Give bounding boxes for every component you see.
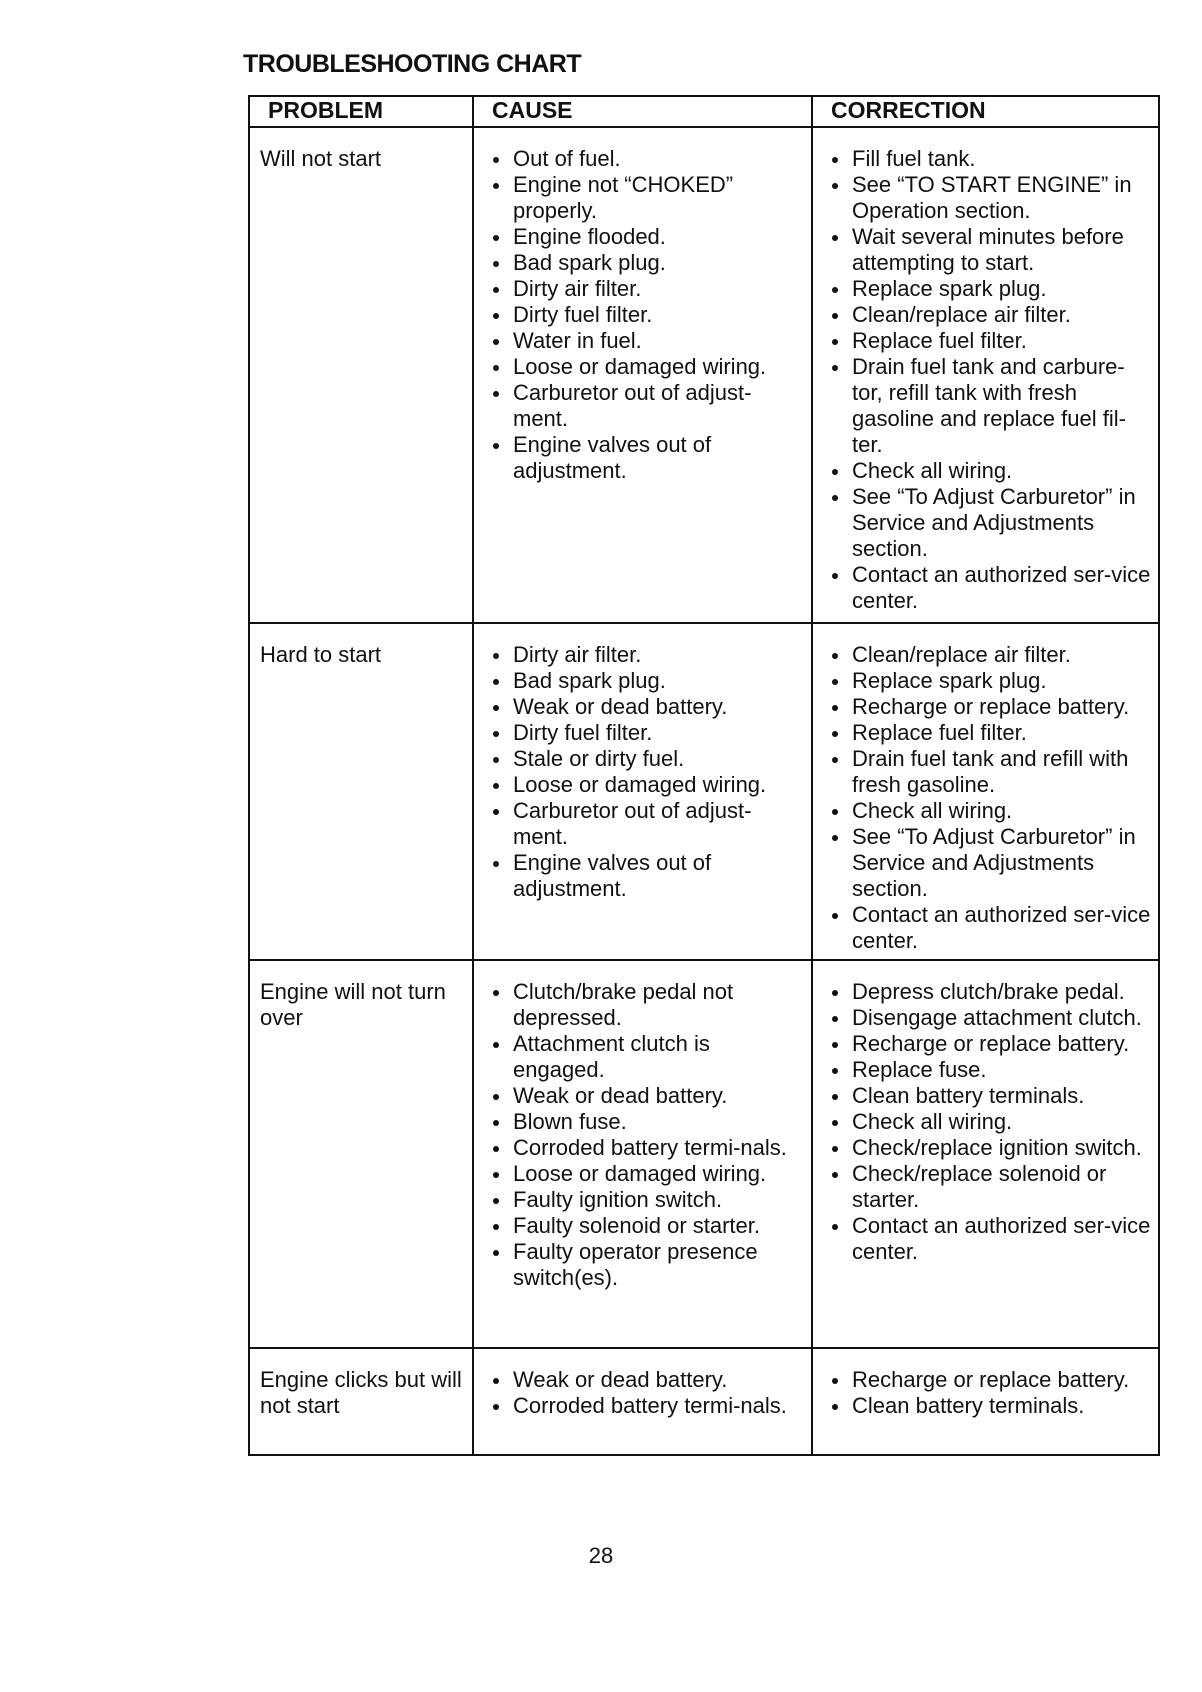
correction-item: Depress clutch/brake pedal. <box>822 979 1152 1005</box>
correction-item: Clean/replace air filter. <box>822 302 1152 328</box>
cause-item: Bad spark plug. <box>483 250 805 276</box>
cause-item: Dirty air filter. <box>483 642 805 668</box>
page-number: 28 <box>588 1543 614 1568</box>
correction-item: Check/replace solenoid or starter. <box>822 1161 1152 1213</box>
table-row <box>250 959 1158 1347</box>
correction-list <box>822 642 1152 954</box>
correction-item: Clean/replace air filter. <box>822 642 1152 668</box>
cause-list <box>483 1367 805 1419</box>
correction-item: Replace fuse. <box>822 1057 1152 1083</box>
correction-item: Wait several minutes before attempting to start. <box>822 224 1152 276</box>
cause-item: Engine valves out of adjustment. <box>483 850 805 902</box>
cause-item: Dirty fuel filter. <box>483 302 805 328</box>
correction-list <box>822 979 1152 1265</box>
problem-cell: Hard to start <box>260 642 382 667</box>
troubleshooting-table <box>248 95 1160 1456</box>
correction-item: Replace spark plug. <box>822 276 1152 302</box>
cause-item: Bad spark plug. <box>483 668 805 694</box>
cause-item: Weak or dead battery. <box>483 1083 805 1109</box>
cause-item: Water in fuel. <box>483 328 805 354</box>
problem-cell: Engine will not turn over <box>260 979 446 1030</box>
correction-item: Drain fuel tank and carbure-tor, refill tank with fresh gasoline and replace fuel fil-ter. <box>822 354 1152 458</box>
cause-item: Stale or dirty fuel. <box>483 746 805 772</box>
correction-item: Clean battery terminals. <box>822 1083 1152 1109</box>
correction-item: Disengage attachment clutch. <box>822 1005 1152 1031</box>
correction-item: Clean battery terminals. <box>822 1393 1152 1419</box>
cause-list <box>483 979 805 1291</box>
correction-item: Contact an authorized ser-vice center. <box>822 1213 1152 1265</box>
correction-item: Check all wiring. <box>822 1109 1152 1135</box>
correction-cell <box>811 961 1158 1347</box>
correction-item: Contact an authorized ser-vice center. <box>822 902 1152 954</box>
cause-list <box>483 642 805 902</box>
cause-item: Faulty operator presence switch(es). <box>483 1239 805 1291</box>
cause-item: Out of fuel. <box>483 146 805 172</box>
header-cause: CAUSE <box>472 97 811 126</box>
correction-item: Fill fuel tank. <box>822 146 1152 172</box>
cause-item: Loose or damaged wiring. <box>483 772 805 798</box>
correction-list <box>822 146 1152 614</box>
table-row <box>250 1347 1158 1454</box>
header-problem: PROBLEM <box>268 97 383 123</box>
cause-item: Engine not “CHOKED” properly. <box>483 172 805 224</box>
page-title: TROUBLESHOOTING CHART <box>243 50 582 78</box>
cause-item: Dirty air filter. <box>483 276 805 302</box>
cause-item: Corroded battery termi-nals. <box>483 1135 805 1161</box>
correction-item: Contact an authorized ser-vice center. <box>822 562 1152 614</box>
correction-item: Check all wiring. <box>822 798 1152 824</box>
cause-cell <box>472 1349 811 1454</box>
correction-list <box>822 1367 1152 1419</box>
correction-item: Recharge or replace battery. <box>822 694 1152 720</box>
cause-cell <box>472 128 811 622</box>
cause-item: Dirty fuel filter. <box>483 720 805 746</box>
cause-item: Weak or dead battery. <box>483 694 805 720</box>
table-row <box>250 128 1158 622</box>
correction-item: Replace fuel filter. <box>822 720 1152 746</box>
cause-item: Attachment clutch is engaged. <box>483 1031 805 1083</box>
cause-item: Engine flooded. <box>483 224 805 250</box>
correction-cell <box>811 1349 1158 1454</box>
correction-item: See “To Adjust Carburetor” in Service and Adjustments section. <box>822 484 1152 562</box>
correction-item: Drain fuel tank and refill with fresh gasoline. <box>822 746 1152 798</box>
cause-item: Clutch/brake pedal not depressed. <box>483 979 805 1031</box>
table-body <box>250 128 1158 1454</box>
cause-item: Loose or damaged wiring. <box>483 354 805 380</box>
cause-item: Faulty solenoid or starter. <box>483 1213 805 1239</box>
correction-item: See “TO START ENGINE” in Operation section. <box>822 172 1152 224</box>
cause-list <box>483 146 805 484</box>
cause-item: Carburetor out of adjust-ment. <box>483 380 805 432</box>
correction-item: Check/replace ignition switch. <box>822 1135 1152 1161</box>
correction-item: See “To Adjust Carburetor” in Service and Adjustments section. <box>822 824 1152 902</box>
correction-item: Replace spark plug. <box>822 668 1152 694</box>
table-row <box>250 622 1158 959</box>
cause-item: Faulty ignition switch. <box>483 1187 805 1213</box>
cause-cell <box>472 961 811 1347</box>
header-correction: CORRECTION <box>811 97 1158 126</box>
correction-cell <box>811 128 1158 622</box>
cause-item: Blown fuse. <box>483 1109 805 1135</box>
cause-item: Corroded battery termi-nals. <box>483 1393 805 1419</box>
cause-item: Engine valves out of adjustment. <box>483 432 805 484</box>
correction-item: Recharge or replace battery. <box>822 1031 1152 1057</box>
correction-cell <box>811 624 1158 959</box>
cause-item: Loose or damaged wiring. <box>483 1161 805 1187</box>
correction-item: Replace fuel filter. <box>822 328 1152 354</box>
cause-cell <box>472 624 811 959</box>
correction-item: Recharge or replace battery. <box>822 1367 1152 1393</box>
cause-item: Carburetor out of adjust-ment. <box>483 798 805 850</box>
correction-item: Check all wiring. <box>822 458 1152 484</box>
problem-cell: Will not start <box>260 146 382 171</box>
cause-item: Weak or dead battery. <box>483 1367 805 1393</box>
problem-cell: Engine clicks but will not start <box>260 1367 462 1418</box>
table-header <box>250 97 1158 128</box>
